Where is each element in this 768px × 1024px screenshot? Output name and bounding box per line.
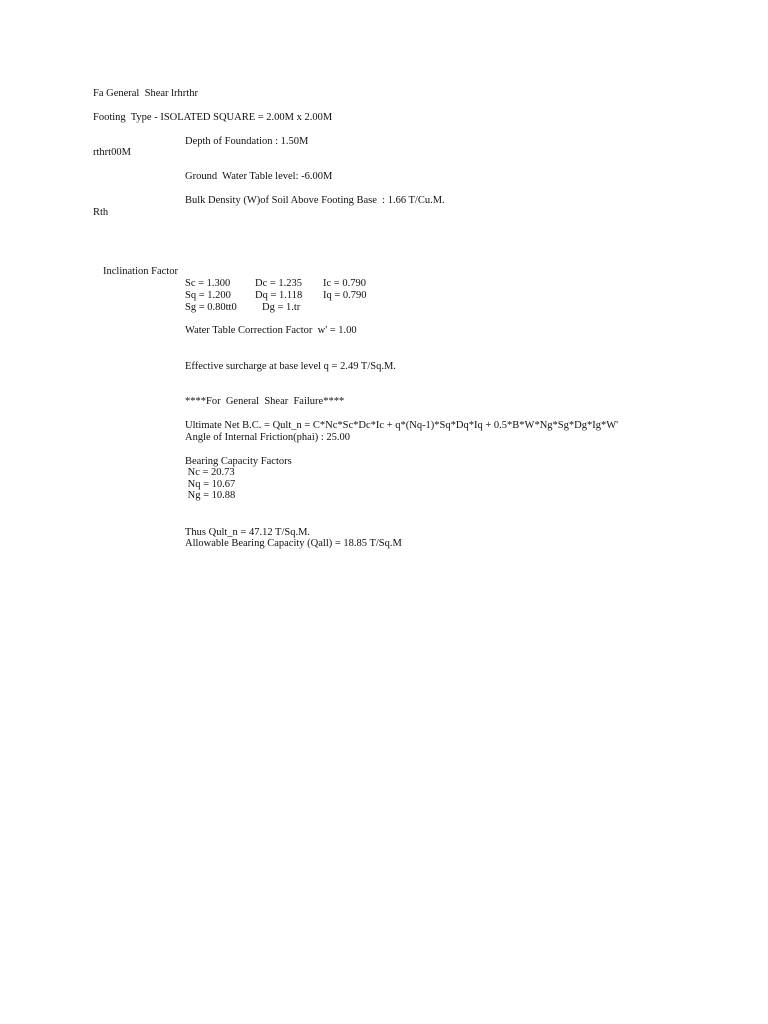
stray-text-2: Rth — [93, 207, 109, 218]
factor-ng: Ng = 10.88 — [185, 490, 236, 501]
factor-sc: Sc = 1.300 — [185, 278, 231, 289]
factor-ic: Ic = 0.790 — [323, 278, 366, 289]
general-shear-heading: ****For General Shear Failure**** — [185, 396, 345, 407]
factor-nq: Nq = 10.67 — [185, 479, 236, 490]
factor-sg: Sg = 0.80tt0 — [185, 302, 237, 313]
angle-of-friction: Angle of Internal Friction(phai) : 25.00 — [185, 432, 351, 443]
factor-sq: Sq = 1.200 — [185, 290, 231, 301]
effective-surcharge: Effective surcharge at base level q = 2.49 T/Sq.M. — [185, 361, 396, 372]
footing-type: Footing Type - ISOLATED SQUARE = 2.00M x 2.00M — [93, 112, 333, 123]
factor-iq: Iq = 0.790 — [323, 290, 367, 301]
bulk-density: Bulk Density (W)of Soil Above Footing Base : 1.66 T/Cu.M. — [185, 195, 445, 206]
allowable-bearing-capacity: Allowable Bearing Capacity (Qall) = 18.85 T/Sq.M — [185, 538, 402, 549]
factor-dc: Dc = 1.235 — [255, 278, 303, 289]
water-table-correction: Water Table Correction Factor w' = 1.00 — [185, 325, 357, 336]
factor-dq: Dq = 1.118 — [255, 290, 303, 301]
stray-text-1: rthrt00M — [93, 147, 131, 158]
factor-nc: Nc = 20.73 — [185, 467, 235, 478]
ground-water-table: Ground Water Table level: -6.00M — [185, 171, 333, 182]
bc-factors-label: Bearing Capacity Factors — [185, 456, 292, 467]
ultimate-bc-formula: Ultimate Net B.C. = Qult_n = C*Nc*Sc*Dc*Ic + q*(Nq-1)*Sq*Dq*Iq + 0.5*B*W*Ng*Sg*Dg*Ig*W' — [185, 420, 618, 431]
qult-result: Thus Qult_n = 47.12 T/Sq.M. — [185, 527, 311, 538]
depth-of-foundation: Depth of Foundation : 1.50M — [185, 136, 309, 147]
inclination-factor-label: Inclination Factor — [103, 266, 178, 277]
factor-dg: Dg = 1.tr — [262, 302, 301, 313]
document-title: Fa General Shear lrhrthr — [93, 88, 198, 99]
